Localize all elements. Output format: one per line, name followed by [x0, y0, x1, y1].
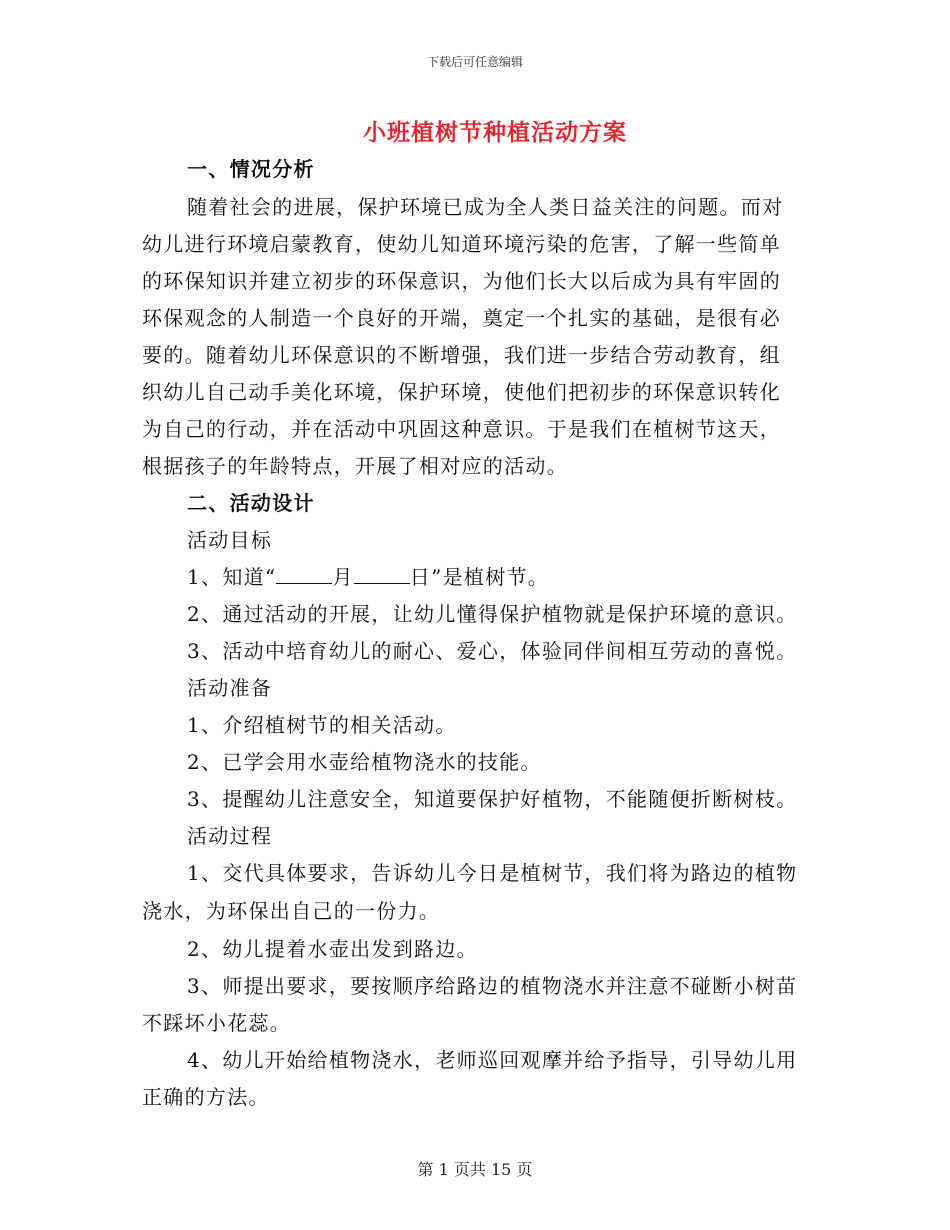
- blank-month: [276, 565, 332, 584]
- prep-item-1: 1、介绍植树节的相关活动。: [187, 713, 457, 737]
- goal-1-suffix: 日”是植树节。: [409, 565, 550, 589]
- section-heading-design: 二、活动设计: [187, 491, 315, 515]
- process-item-4: 4、幼儿开始给植物浇水，老师巡回观摩并给予指导，引导幼儿用: [187, 1048, 798, 1072]
- paragraph-line: 环保观念的人制造一个良好的开端，奠定一个扎实的基础，是很有必: [142, 306, 781, 330]
- blank-day: [354, 565, 410, 584]
- header-note: 下载后可任意编辑: [426, 55, 523, 69]
- goal-item-3: 3、活动中培育幼儿的耐心、爱心，体验同伴间相互劳动的喜悦。: [187, 639, 798, 663]
- goal-item-1: [187, 564, 857, 590]
- subheading-goals: 活动目标: [187, 528, 273, 552]
- goal-item-2: 2、通过活动的开展，让幼儿懂得保护植物就是保护环境的意识。: [187, 602, 798, 626]
- prep-item-2: 2、已学会用水壶给植物浇水的技能。: [187, 750, 542, 774]
- process-item-1: 1、交代具体要求，告诉幼儿今日是植树节，我们将为路边的植物: [187, 861, 798, 885]
- section-heading-analysis: 一、情况分析: [187, 157, 315, 181]
- paragraph-line: 的环保知识并建立初步的环保意识，为他们长大以后成为具有牢固的: [142, 269, 781, 293]
- paragraph-line: 随着社会的进展，保护环境已成为全人类日益关注的问题。而对: [187, 195, 784, 219]
- subheading-preparation: 活动准备: [187, 676, 273, 700]
- process-item-3-continued: 不踩坏小花蕊。: [142, 1011, 292, 1035]
- paragraph-line: 要的。随着幼儿环保意识的不断增强，我们进一步结合劳动教育，组: [142, 343, 781, 367]
- subheading-process: 活动过程: [187, 824, 273, 848]
- process-item-1-continued: 浇水，为环保出自己的一份力。: [142, 899, 441, 923]
- goal-1-prefix: 1、知道“: [187, 565, 277, 589]
- paragraph-line: 织幼儿自己动手美化环境，保护环境，使他们把初步的环保意识转化: [142, 380, 781, 404]
- process-item-4-continued: 正确的方法。: [142, 1085, 270, 1109]
- paragraph-line: 为自己的行动，并在活动中巩固这种意识。于是我们在植树节这天，: [142, 417, 781, 441]
- paragraph-line: 根据孩子的年龄特点，开展了相对应的活动。: [142, 454, 568, 478]
- page-footer: 第 1 页共 15 页: [417, 1160, 533, 1179]
- prep-item-3: 3、提醒幼儿注意安全，知道要保护好植物，不能随便折断树枝。: [187, 787, 798, 811]
- document-title: 小班植树节种植活动方案: [363, 119, 627, 146]
- paragraph-line: 幼儿进行环境启蒙教育，使幼儿知道环境污染的危害，了解一些简单: [142, 232, 781, 256]
- process-item-2: 2、幼儿提着水壶出发到路边。: [187, 937, 478, 961]
- goal-1-month: 月: [332, 565, 354, 589]
- process-item-3: 3、师提出要求，要按顺序给路边的植物浇水并注意不碰断小树苗: [187, 974, 798, 998]
